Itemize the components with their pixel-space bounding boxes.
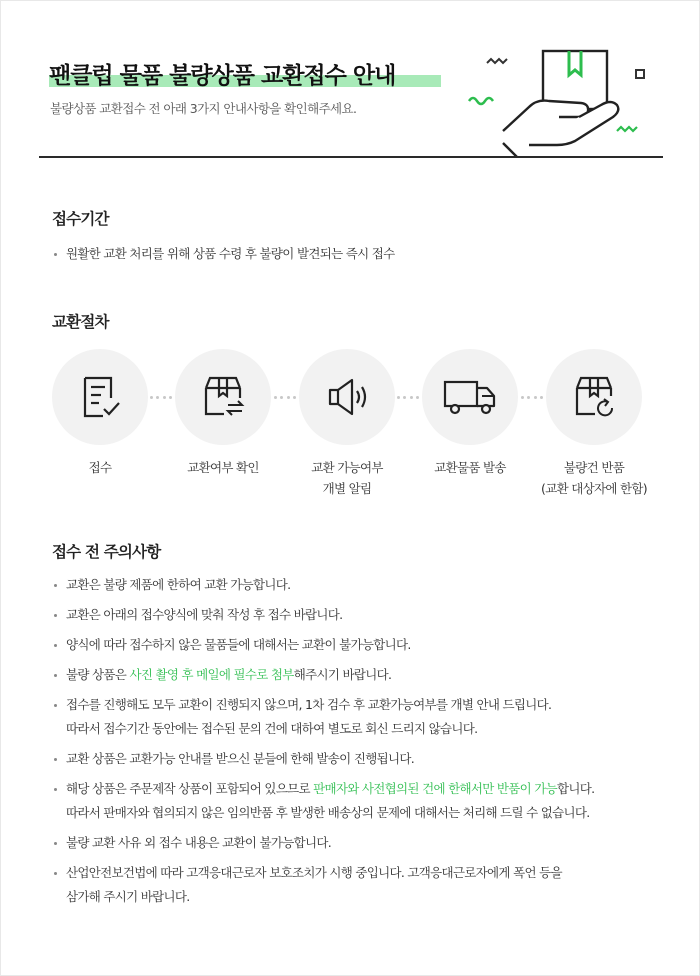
- process-step-return: [541, 349, 647, 496]
- bullet-dot: [54, 253, 57, 256]
- process-step-notify: [299, 349, 395, 496]
- header-divider: [39, 156, 663, 158]
- step-connector: [521, 396, 543, 399]
- step-circle: [299, 349, 395, 445]
- step-circle: [546, 349, 642, 445]
- step-connector: [150, 396, 172, 399]
- step-label: 교환여부 확인: [187, 460, 259, 475]
- step-connector: [274, 396, 296, 399]
- page-title: 팬클럽 물품 불량상품 교환접수 안내: [49, 63, 396, 89]
- process-step-ship: [422, 349, 518, 475]
- box-return-icon: [571, 374, 617, 420]
- hand-holding-box-icon: [463, 45, 663, 157]
- process-step-check: [175, 349, 271, 475]
- section-title-process: 교환절차: [52, 313, 109, 331]
- speaker-icon: [324, 374, 370, 420]
- list-item: 원활한 교환 처리를 위해 상품 수령 후 불량이 발견되는 즉시 접수: [54, 242, 395, 266]
- step-label: 불량건 반품 (교환 대상자에 한함): [541, 460, 647, 496]
- list-item: 교환은 불량 제품에 한하여 교환 가능합니다.: [54, 573, 290, 597]
- checklist-icon: [77, 374, 123, 420]
- step-label: 교환물품 발송: [434, 460, 506, 475]
- step-circle: [422, 349, 518, 445]
- list-item: 양식에 따라 접수하지 않은 물품들에 대해서는 교환이 불가능합니다.: [54, 633, 411, 657]
- list-item: 교환은 아래의 접수양식에 맞춰 작성 후 접수 바랍니다.: [54, 603, 342, 627]
- list-item: 불량 교환 사유 외 접수 내용은 교환이 불가능합니다.: [54, 831, 331, 855]
- process-step-receive: [52, 349, 148, 475]
- section-title-notes: 접수 전 주의사항: [52, 543, 161, 561]
- delivery-truck-icon: [442, 374, 498, 420]
- list-item: 불량 상품은 사진 촬영 후 메일에 필수로 첨부해주시기 바랍니다.: [54, 663, 391, 687]
- step-label: 접수: [88, 460, 112, 475]
- list-item: 해당 상품은 주문제작 상품이 포함되어 있으므로 판매자와 사전협의된 건에 한해서만 반품이 가능합니다. 따라서 판매자와 협의되지 않은 임의반품 후 발생한 배송상의 문제에 대해서는 처리해 드릴 수 없습니다.: [54, 777, 594, 825]
- highlight-text: 사진 촬영 후 메일에 필수로 첨부: [129, 667, 294, 682]
- list-item: 접수를 진행해도 모두 교환이 진행되지 않으며, 1차 검수 후 교환가능여부를 개별 안내 드립니다. 따라서 접수기간 동안에는 접수된 문의 건에 대하여 별도로 회신 드리지 않습니다.: [54, 693, 551, 741]
- box-exchange-icon: [200, 374, 246, 420]
- step-label: 교환 가능여부 개별 알림: [311, 460, 383, 496]
- highlight-text: 판매자와 사전협의된 건에 한해서만 반품이 가능: [313, 781, 558, 796]
- page-subtitle: 불량상품 교환접수 전 아래 3가지 안내사항을 확인해주세요.: [50, 101, 357, 116]
- section-title-period: 접수기간: [52, 210, 109, 228]
- list-item: 산업안전보건법에 따라 고객응대근로자 보호조치가 시행 중입니다. 고객응대근로자에게 폭언 등을 삼가해 주시기 바랍니다.: [54, 861, 562, 909]
- step-circle: [175, 349, 271, 445]
- step-circle: [52, 349, 148, 445]
- list-item: 교환 상품은 교환가능 안내를 받으신 분들에 한해 발송이 진행됩니다.: [54, 747, 414, 771]
- title-block: [49, 57, 395, 90]
- step-connector: [397, 396, 419, 399]
